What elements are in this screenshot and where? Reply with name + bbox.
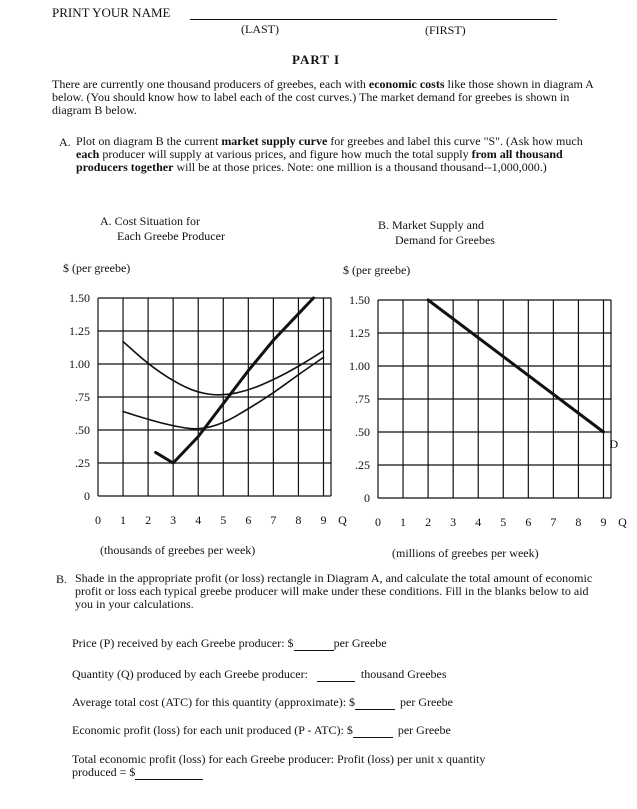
chart-a-y-tick-label: .25 (75, 456, 90, 470)
chart-b-x-tick-label: 5 (500, 515, 507, 529)
blank-row-profit-per-unit: Economic profit (loss) for each unit produced (P - ATC): $ per Greebe (72, 723, 451, 737)
chart-b-y-tick-label: 1.50 (349, 293, 370, 307)
quantity-blank[interactable] (317, 667, 355, 682)
total-profit-line1: Total economic profit (loss) for each Greebe producer: Profit (loss) per unit x quantity (72, 752, 486, 766)
blank-row-price: Price (P) received by each Greebe producer: $ per Greebe (72, 636, 387, 650)
chart-a-x-tick-label: 1 (120, 513, 127, 527)
chart-a-x-tick-label: 6 (245, 513, 252, 527)
chart-a-y-tick-label: 1.25 (69, 324, 90, 338)
price-blank[interactable] (294, 636, 334, 651)
chart-b-x-tick-label: 1 (400, 515, 407, 529)
chart-a-x-tick-label: 7 (270, 513, 277, 527)
chart-a-x-tick-label: 3 (170, 513, 177, 527)
chart-a-title-line2: Each Greebe Producer (117, 229, 225, 243)
question-b-text: Shade in the appropriate profit (or loss) rectangle in Diagram A, and calculate the total amount of economic profit or loss each typical greebe producer will make under these conditions. Fill in the blanks below to aid you in your calculations. (75, 571, 593, 611)
chart-b-x-tick-label: 9 (600, 515, 607, 529)
blank-row-atc: Average total cost (ATC) for this quantity (approximate): $ per Greebe (72, 695, 453, 709)
chart-a-y-tick-label: .50 (75, 423, 90, 437)
chart-b-x-tick-label: 4 (475, 515, 482, 529)
chart-b-y-tick-label: .25 (355, 458, 370, 472)
chart-b-ylabel: $ (per greebe) (343, 263, 411, 277)
chart-a-x-tick-label: 4 (195, 513, 202, 527)
chart-a-grid (98, 298, 331, 496)
first-label: (FIRST) (425, 23, 466, 37)
chart-b-grid (378, 300, 611, 498)
chart-a-x-tick-label: 2 (145, 513, 152, 527)
chart-a-x-tick-label: 5 (220, 513, 227, 527)
chart-a-x-tick-label: 9 (320, 513, 327, 527)
chart-a-x-tick-label: 0 (95, 513, 101, 527)
name-label: PRINT YOUR NAME (52, 5, 171, 20)
profit-per-unit-blank[interactable] (353, 723, 393, 738)
question-b-marker: B. (56, 572, 68, 586)
chart-b-x-tick-label: Q (618, 515, 627, 529)
chart-a-y-tick-label: 1.00 (69, 357, 90, 371)
last-label: (LAST) (241, 22, 279, 36)
chart-b-xlabel: (millions of greebes per week) (392, 546, 539, 560)
chart-a-title-line1: A. Cost Situation for (100, 214, 201, 228)
chart-b-x-tick-label: 6 (525, 515, 532, 529)
chart-b-x-tick-label: 7 (550, 515, 557, 529)
chart-a-cost-situation[interactable] (40, 280, 347, 530)
blank-row-quantity: Quantity (Q) produced by each Greebe producer: thousand Greebes (72, 667, 447, 681)
atc-blank[interactable] (355, 695, 395, 710)
intro-paragraph: There are currently one thousand producers of greebes, each with economic costs like those shown in diagram A below. (You should know how to label each of the cost curves.) The market demand for greebes is shown in diagram B below. (52, 77, 594, 117)
chart-b-series-label: D (609, 437, 619, 451)
chart-b-y-tick-label: 1.00 (349, 359, 370, 373)
name-blank-line[interactable] (190, 19, 557, 20)
chart-b-y-tick-label: 1.25 (349, 326, 370, 340)
question-a-text: Plot on diagram B the current market supply curve for greebes and label this curve "S". (Ask how much each producer will supply at various prices, and figure how much the total supply from all thousand producers together will be at those prices. Note: one million is a thousand thousand--1,000,000.) (76, 134, 583, 174)
total-profit-blank[interactable] (135, 765, 203, 780)
chart-b-y-tick-label: 0 (364, 491, 370, 505)
chart-b-market-supply-demand[interactable] (320, 282, 627, 532)
chart-a-x-tick-label: 8 (295, 513, 302, 527)
chart-b-title-line1: B. Market Supply and (378, 218, 484, 232)
chart-a-y-tick-label: .75 (75, 390, 90, 404)
chart-b-x-tick-label: 2 (425, 515, 432, 529)
page-title: PART I (292, 52, 341, 67)
chart-a-ylabel: $ (per greebe) (63, 261, 131, 275)
chart-a-y-tick-label: 0 (84, 489, 90, 503)
total-profit-line2: produced = $ (72, 765, 203, 780)
chart-b-x-tick-label: 0 (375, 515, 381, 529)
chart-a-y-tick-label: 1.50 (69, 291, 90, 305)
chart-a-x-tick-label: Q (338, 513, 347, 527)
chart-a-xlabel: (thousands of greebes per week) (100, 543, 256, 557)
question-a-marker: A. (59, 135, 71, 149)
chart-b-y-tick-label: .50 (355, 425, 370, 439)
chart-b-x-tick-label: 3 (450, 515, 457, 529)
chart-b-x-tick-label: 8 (575, 515, 582, 529)
chart-b-y-tick-label: .75 (355, 392, 370, 406)
chart-b-title-line2: Demand for Greebes (395, 233, 495, 247)
